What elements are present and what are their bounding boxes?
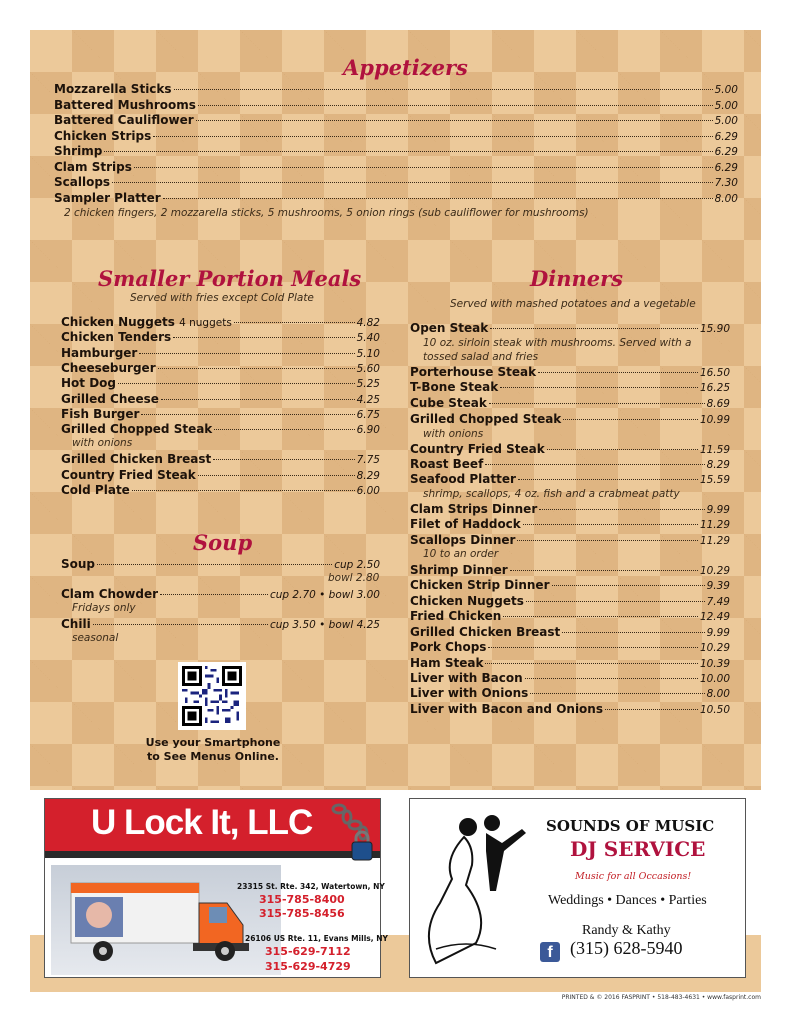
item-price: 5.60 (356, 363, 380, 375)
item-name: Cube Steak (410, 396, 487, 410)
menu-item (410, 502, 730, 517)
item-name: Scallops (54, 175, 111, 189)
item-price: 10.50 (699, 704, 730, 716)
ulock-phone-1a: 315-785-8400 (259, 893, 345, 906)
menu-item (410, 365, 730, 380)
item-price: 5.00 (714, 115, 738, 127)
menu-item (54, 113, 738, 128)
dinners-subtitle: Served with mashed potatoes and a vegetable (450, 298, 696, 310)
item-name: Open Steak (410, 321, 489, 335)
item-name: Liver with Bacon and Onions (410, 702, 603, 716)
item-price: 12.49 (699, 611, 730, 623)
item-price: 4.25 (356, 394, 380, 406)
item-name: Seafood Platter (410, 472, 516, 486)
item-price: 5.40 (356, 332, 380, 344)
dj-ad (409, 798, 746, 978)
truck-brand: U-HAUL (81, 885, 120, 895)
item-name: Fried Chicken (410, 609, 502, 623)
item-name: Clam Chowder (61, 587, 159, 601)
item-price: 10.39 (699, 658, 730, 670)
ulock-phone-2a: 315-629-7112 (265, 945, 351, 958)
item-name: Chicken Nuggets (61, 315, 175, 329)
menu-item (410, 321, 730, 336)
menu-item (410, 686, 730, 701)
item-price: 6.29 (714, 131, 738, 143)
item-name: Chicken Nuggets (410, 594, 524, 608)
item-name: Country Fried Steak (410, 442, 545, 456)
item-name: Scallops Dinner (410, 533, 516, 547)
item-name: Grilled Chopped Steak (61, 422, 213, 436)
item-name: Soup (61, 557, 96, 571)
item-price: 8.00 (706, 688, 730, 700)
item-price: 16.50 (699, 367, 730, 379)
ulock-title: U Lock It, LLC (91, 803, 313, 842)
item-name: Battered Cauliflower (54, 113, 194, 127)
menu-item (410, 412, 730, 427)
item-price: 6.29 (714, 162, 738, 174)
item-name: Grilled Chopped Steak (410, 412, 562, 426)
item-price: cup 3.50 • bowl 4.25 (270, 619, 380, 631)
dj-names: Randy & Kathy (582, 923, 671, 938)
dinners-heading: Dinners (530, 266, 623, 291)
menu-item (410, 671, 730, 686)
menu-item (410, 380, 730, 395)
menu-item (54, 160, 738, 175)
menu-item (410, 396, 730, 411)
item-price: 11.59 (699, 444, 730, 456)
menu-item (410, 640, 730, 655)
item-price: 6.00 (356, 485, 380, 497)
menu-item (410, 594, 730, 609)
item-name: Roast Beef (410, 457, 484, 471)
chopped-steak-note: with onions (72, 437, 133, 449)
item-price: 5.10 (356, 348, 380, 360)
item-name: Sampler Platter (54, 191, 161, 205)
menu-item (54, 82, 738, 97)
item-name: Liver with Bacon (410, 671, 523, 685)
open-steak-note-2: tossed salad and fries (423, 351, 539, 363)
item-name: Clam Strips (54, 160, 132, 174)
appetizers-heading: Appetizers (343, 55, 468, 80)
item-name: Shrimp Dinner (410, 563, 508, 577)
dj-title-line2: DJ SERVICE (570, 837, 706, 861)
item-name: Clam Strips Dinner (410, 502, 538, 516)
item-name: Cold Plate (61, 483, 130, 497)
item-name: T-Bone Steak (410, 380, 499, 394)
item-price: 8.00 (714, 193, 738, 205)
chain-lock-icon (329, 801, 379, 865)
item-price: 5.00 (714, 100, 738, 112)
menu-item (410, 578, 730, 593)
item-price: 11.29 (699, 535, 730, 547)
menu-item (61, 483, 380, 498)
item-price: 10.29 (699, 642, 730, 654)
chopped-steak-note: with onions (423, 428, 484, 440)
item-name: Ham Steak (410, 656, 484, 670)
qr-caption-line2: to See Menus Online. (147, 750, 279, 763)
menu-item (61, 617, 380, 632)
item-price: 10.29 (699, 565, 730, 577)
item-name: Battered Mushrooms (54, 98, 196, 112)
menu-item (410, 609, 730, 624)
menu-item (61, 422, 380, 437)
item-name: Cheeseburger (61, 361, 156, 375)
menu-item (54, 129, 738, 144)
menu-item (54, 144, 738, 159)
menu-item (410, 563, 730, 578)
sampler-note: 2 chicken fingers, 2 mozzarella sticks, 5 mushrooms, 5 onion rings (sub cauliflower for mushrooms) (64, 207, 589, 219)
seafood-platter-note: shrimp, scallops, 4 oz. fish and a crabmeat patty (423, 488, 680, 500)
item-price: 9.99 (706, 504, 730, 516)
smaller-portion-heading: Smaller Portion Meals (98, 266, 362, 291)
menu-item (61, 330, 380, 345)
item-price: 9.39 (706, 580, 730, 592)
menu-item (410, 442, 730, 457)
item-price: 5.00 (714, 84, 738, 96)
item-price: 8.69 (706, 398, 730, 410)
item-name: Mozzarella Sticks (54, 82, 172, 96)
item-price: 16.25 (699, 382, 730, 394)
item-price: 8.29 (356, 470, 380, 482)
smaller-portion-subtitle: Served with fries except Cold Plate (130, 292, 314, 304)
item-price: 6.75 (356, 409, 380, 421)
item-name: Chicken Tenders (61, 330, 172, 344)
ulock-ad (44, 798, 388, 978)
item-price: 11.29 (699, 519, 730, 531)
item-name: Grilled Chicken Breast (61, 452, 212, 466)
printer-credit: PRINTED & © 2016 FASPRINT • 518-483-4631 • www.fasprint.com (561, 994, 761, 1001)
item-name: Grilled Cheese (61, 392, 159, 406)
menu-item (410, 457, 730, 472)
menu-item (61, 587, 380, 602)
menu-item (410, 472, 730, 487)
item-name: Chicken Strip Dinner (410, 578, 550, 592)
menu-item (410, 625, 730, 640)
menu-item (410, 517, 730, 532)
ulock-phone-1b: 315-785-8456 (259, 907, 345, 920)
menu-item (61, 315, 380, 330)
menu-item (410, 702, 730, 717)
menu-item (61, 346, 380, 361)
item-name: Hot Dog (61, 376, 116, 390)
item-name: Pork Chops (410, 640, 487, 654)
menu-item (61, 376, 380, 391)
item-price: 15.90 (699, 323, 730, 335)
menu-item (61, 407, 380, 422)
item-price: 6.29 (714, 146, 738, 158)
facebook-icon[interactable]: f (540, 942, 560, 962)
item-price: 7.75 (356, 454, 380, 466)
item-name: Country Fried Steak (61, 468, 196, 482)
chili-note: seasonal (72, 632, 119, 644)
menu-item (54, 191, 738, 206)
item-price: 10.00 (699, 673, 730, 685)
item-price: 10.99 (699, 414, 730, 426)
item-price: 7.30 (714, 177, 738, 189)
qr-caption-line1: Use your Smartphone (145, 736, 281, 749)
soup-bowl-price: bowl 2.80 (328, 572, 380, 584)
qr-code[interactable] (178, 662, 246, 730)
dj-phone: (315) 628-5940 (570, 938, 683, 958)
dancing-couple-icon (416, 809, 548, 974)
menu-item (61, 392, 380, 407)
menu-item (410, 656, 730, 671)
item-price: 8.29 (706, 459, 730, 471)
qr-caption (138, 736, 288, 764)
dj-tagline: Music for all Occasions! (575, 871, 692, 882)
ulock-address-2: 26106 US Rte. 11, Evans Mills, NY (245, 934, 388, 943)
item-name: Grilled Chicken Breast (410, 625, 561, 639)
menu-item (61, 452, 380, 467)
menu-item (61, 361, 380, 376)
item-name: Chili (61, 617, 91, 631)
dj-services: Weddings • Dances • Parties (548, 893, 707, 908)
item-price: 5.25 (356, 378, 380, 390)
item-name: Filet of Haddock (410, 517, 521, 531)
item-price: 7.49 (706, 596, 730, 608)
item-name: Porterhouse Steak (410, 365, 537, 379)
open-steak-note: 10 oz. sirloin steak with mushrooms. Served with a (423, 337, 692, 349)
item-name: Shrimp (54, 144, 103, 158)
item-name: Hamburger (61, 346, 138, 360)
item-name: Liver with Onions (410, 686, 529, 700)
menu-item (61, 468, 380, 483)
ulock-address-1: 23315 St. Rte. 342, Watertown, NY (237, 882, 385, 891)
item-name: Chicken Strips (54, 129, 152, 143)
menu-item (54, 98, 738, 113)
scallops-note: 10 to an order (423, 548, 499, 560)
item-price: 15.59 (699, 474, 730, 486)
menu-item (410, 533, 730, 548)
item-price: 4.82 (356, 317, 380, 329)
item-extra: 4 nuggets (179, 317, 232, 329)
menu-item (61, 557, 380, 572)
soup-heading: Soup (193, 530, 253, 555)
item-price: cup 2.50 (334, 559, 380, 571)
item-name: Fish Burger (61, 407, 140, 421)
dj-title-line1: SOUNDS OF MUSIC (546, 817, 715, 835)
menu-item (54, 175, 738, 190)
qr-code-icon (182, 666, 242, 726)
ulock-phone-2b: 315-629-4729 (265, 960, 351, 973)
item-price: cup 2.70 • bowl 3.00 (270, 589, 380, 601)
item-price: 9.99 (706, 627, 730, 639)
clam-chowder-note: Fridays only (72, 602, 136, 614)
item-price: 6.90 (356, 424, 380, 436)
